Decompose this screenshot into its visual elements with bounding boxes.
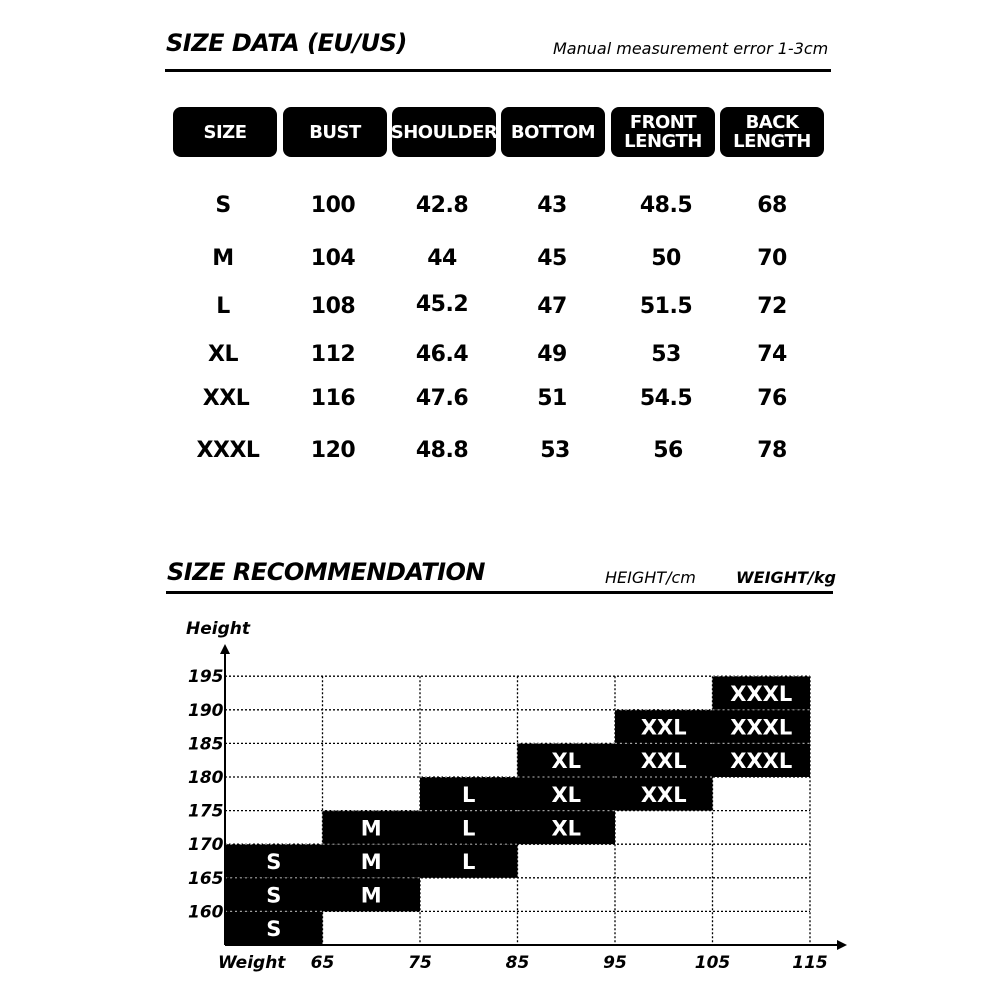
size-cell-label: M	[360, 883, 382, 908]
size-cell-label: S	[266, 883, 282, 908]
y-tick-label: 190	[188, 700, 224, 721]
height-unit-label: HEIGHT/cm	[605, 568, 696, 587]
cell-front-length: 50	[651, 246, 681, 271]
x-tick-label: 95	[603, 953, 627, 973]
size-cell-label: S	[266, 917, 282, 942]
cell-back-length: 78	[757, 438, 787, 463]
cell-bust: 120	[310, 438, 356, 463]
cell-size: L	[216, 294, 230, 319]
cell-shoulder: 46.4	[415, 342, 469, 367]
header-bust: BUST	[283, 107, 387, 157]
measurement-note: Manual measurement error 1-3cm	[553, 39, 829, 58]
x-tick-label: 85	[505, 953, 530, 973]
cell-bottom: 45	[537, 246, 567, 271]
x-tick-label: 65	[310, 953, 335, 973]
header-back-length: BACK LENGTH	[720, 107, 824, 157]
cell-front-length: 48.5	[639, 193, 693, 218]
header-bottom: BOTTOM	[501, 107, 605, 157]
cell-bottom: 53	[540, 438, 570, 463]
cell-shoulder: 47.6	[415, 386, 469, 411]
cell-size: XXXL	[196, 438, 260, 463]
cell-size: XL	[208, 342, 238, 367]
y-tick-label: 185	[188, 734, 224, 755]
size-cell-label: M	[360, 816, 382, 841]
size-cell-label: XL	[551, 816, 582, 841]
cell-front-length: 54.5	[639, 386, 693, 411]
size-cell-label: XL	[551, 782, 582, 807]
y-tick-label: 180	[188, 768, 224, 788]
cell-size: M	[212, 246, 234, 271]
cell-back-length: 74	[757, 342, 787, 367]
size-cell-label: XXL	[640, 749, 687, 774]
cell-bust: 116	[310, 386, 356, 411]
cell-shoulder: 44	[427, 246, 457, 271]
cell-bottom: 51	[537, 386, 567, 411]
recommendation-title: SIZE RECOMMENDATION	[167, 558, 485, 586]
x-tick-label: 105	[694, 953, 731, 973]
cell-front-length: 51.5	[639, 294, 693, 319]
header-shoulder: SHOULDER	[392, 107, 496, 157]
size-cell-label: M	[360, 850, 382, 874]
size-cell-label: XL	[551, 749, 582, 774]
cell-bust: 104	[310, 246, 356, 271]
cell-front-length: 53	[651, 342, 681, 367]
y-tick-label: 170	[188, 835, 224, 856]
y-axis-label: Height	[186, 619, 250, 639]
cell-bust: 100	[310, 193, 356, 218]
cell-bottom: 47	[537, 294, 567, 319]
y-tick-label: 160	[188, 902, 224, 923]
x-tick-label: 115	[792, 953, 828, 973]
cell-back-length: 68	[757, 193, 787, 218]
cell-size: S	[215, 193, 231, 218]
weight-unit-label: WEIGHT/kg	[736, 568, 836, 587]
size-data-title: SIZE DATA (EU/US)	[166, 29, 407, 57]
y-axis-arrow-icon	[220, 644, 230, 654]
size-cell-label: XXL	[640, 715, 687, 740]
cell-front-length: 56	[653, 438, 683, 463]
y-tick-label: 195	[188, 667, 224, 688]
size-cell-label: XXXL	[730, 715, 793, 740]
size-cell-label: L	[462, 782, 476, 807]
cell-shoulder: 45.2	[415, 292, 469, 317]
cell-bottom: 49	[537, 342, 567, 367]
x-axis-label: Weight	[218, 953, 286, 973]
y-tick-label: 165	[188, 868, 224, 889]
header-size: SIZE	[173, 107, 277, 157]
cell-back-length: 76	[757, 386, 787, 411]
size-cell-label: L	[462, 816, 476, 841]
x-axis-arrow-icon	[837, 940, 847, 950]
cell-bust: 108	[310, 294, 356, 319]
size-cell-label: XXL	[640, 782, 687, 807]
y-tick-label: 175	[188, 801, 224, 822]
cell-back-length: 70	[757, 246, 787, 271]
header-front-length: FRONT LENGTH	[611, 107, 715, 157]
cell-shoulder: 42.8	[415, 193, 469, 218]
x-tick-label: 75	[408, 953, 432, 973]
cell-shoulder: 48.8	[415, 438, 469, 463]
size-cell-label: XXXL	[730, 682, 793, 706]
size-cell-label: L	[462, 850, 476, 874]
size-cell-label: XXXL	[730, 749, 793, 774]
cell-bottom: 43	[537, 193, 567, 218]
cell-bust: 112	[310, 342, 356, 367]
cell-size: XXL	[202, 386, 250, 411]
cell-back-length: 72	[757, 294, 787, 319]
size-cell-label: S	[266, 850, 282, 874]
